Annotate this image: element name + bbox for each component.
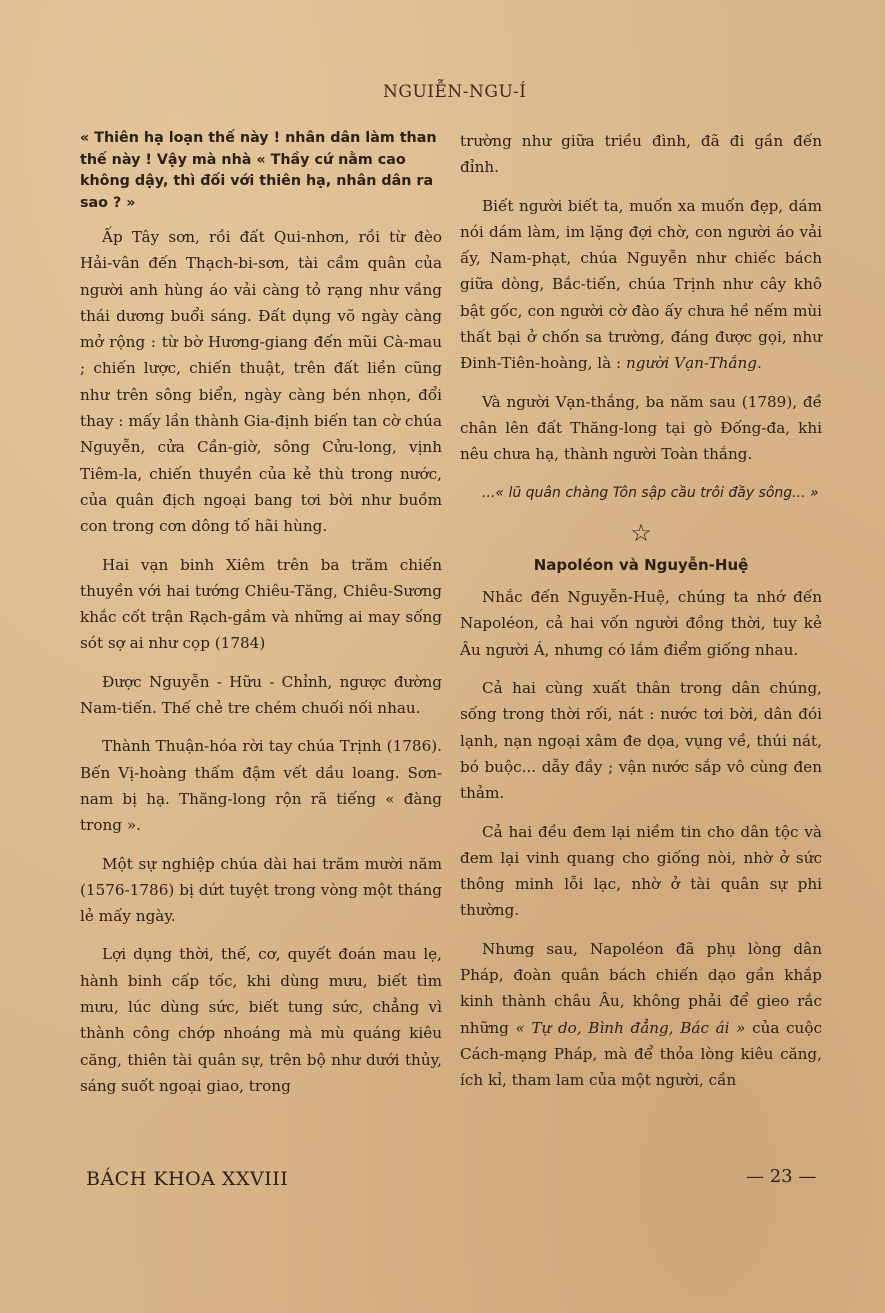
poem-quote: ...« lũ quân chàng Tôn sập cầu trôi đầy sông... » [482, 484, 819, 501]
paragraph: Được Nguyễn - Hữu - Chỉnh, ngược đường Nam-tiến. Thế chẻ tre chém chuối nối nhau. [80, 672, 442, 718]
page-header: NGUIỄN-NGU-Í [383, 82, 527, 102]
paragraph-text: của cuộc Cách-mạng Pháp, mà để thỏa lòng kiêu căng, ích kỉ, tham lam của một người, cần [460, 1018, 822, 1090]
paragraph: Nhắc đến Nguyễn-Huệ, chúng ta nhớ đến Napoléon, cả hai vốn người đồng thời, tuy kẻ Âu người Á, nhưng có lắm điểm giống nhau. [460, 588, 822, 659]
italic-phrase: « Tự do, Bình đẳng, Bác ái » [515, 1018, 746, 1037]
paragraph: Và người Vạn-thắng, ba năm sau (1789), đề chân lên đất Thăng-long tại gò Đống-đa, khi nêu chưa hạ, thành người Toàn thắng. [460, 392, 822, 464]
page-number: — 23 — [746, 1166, 817, 1187]
paragraph: Một sự nghiệp chúa dài hai trăm mười năm (1576-1786) bị dứt tuyệt trong vòng một tháng lẻ mấy ngày. [80, 854, 442, 926]
magazine-footer: BÁCH KHOA XXVIII [86, 1168, 289, 1190]
paragraph: Cả hai đều đem lại niềm tin cho dân tộc và đem lại vinh quang cho giống nòi, nhờ ở sức thông minh lỗi lạc, nhờ ở tài quân sự phi thường. [460, 822, 822, 920]
paragraph: Hai vạn binh Xiêm trên ba trăm chiến thuyền với hai tướng Chiêu-Tăng, Chiêu-Sương khắc cốt trận Rạch-gầm và những ai may sống sót sợ ai như cọp (1784) [80, 555, 442, 653]
left-column [80, 128, 442, 1111]
opening-quote: « Thiên hạ loạn thế này ! nhân dân làm than thế này ! Vậy mà nhà « Thầy cứ nằm cao không dậy, thì đối với thiên hạ, nhân dân ra sao ? » [80, 130, 437, 211]
paragraph: Thành Thuận-hóa rời tay chúa Trịnh (1786). Bến Vị-hoàng thấm đậm vết dầu loang. Sơn-nam bị hạ. Thăng-long rộn rã tiếng « đàng trong ». [80, 737, 442, 835]
right-column [460, 128, 822, 1106]
paragraph [460, 936, 822, 1094]
paragraph-text: Biết người biết ta, muốn xa muốn đẹp, dám nói dám làm, im lặng đợi chờ, con người áo vải ấy, Nam-phạt, chúa Nguyễn như chiếc bách giữa dòng, Bắc-tiến, chúa Trịnh như cây khô bật gốc, con người cờ đào ấy chưa hề nếm mùi thất bại ở chốn sa trường, đáng được gọi, như Đinh-Tiên-hoàng, là : [460, 196, 822, 373]
paragraph-text: Nhưng sau, Napoléon đã phụ lòng dân Pháp, đoàn quân bách chiến dạo gần khắp kinh thành châu Âu, không phải để gieo rắc những [460, 939, 822, 1037]
section-heading: Napoléon và Nguyễn-Huệ [533, 555, 749, 574]
paragraph: Lợi dụng thời, thế, cơ, quyết đoán mau lẹ, hành binh cấp tốc, khi dùng mưu, biết tìm mưu, lúc dùng sức, biết tung sức, chẳng vì thành công chớp nhoáng mà mù quáng kiêu căng, thiên tài quân sự, trên bộ như dưới thủy, sáng suốt ngoại giao, trong [80, 945, 442, 1095]
paragraph: Cả hai cùng xuất thân trong dân chúng, sống trong thời rối, nát : nước tơi bời, dân đói lạnh, nạn ngoại xâm đe dọa, vụng về, thúi nát, bó buộc... dẫy đầy ; vận nước sắp vô cùng đen thảm. [460, 679, 822, 803]
italic-phrase: người Vạn-Thắng. [625, 354, 762, 373]
paragraph: trường như giữa triều đình, đã đi gần đến đỉnh. [460, 132, 822, 177]
paragraph: Ấp Tây sơn, rồi đất Qui-nhơn, rồi từ đèo Hải-vân đến Thạch-bi-sơn, tài cầm quân của người anh hùng áo vải càng tỏ rạng như vầng thái dương buổi sáng. Đất dụng võ ngày càng mở rộng : từ bờ Hương-giang đến mũi Cà-mau ; chiến lược, chiến thuật, trên đất liền cũng như trên sông biển, ngày càng bén nhọn, đổi thay : mấy lần thành Gia-định biến tan cờ chúa Nguyễn, cửa Cần-giờ, sông Cửu-long, vịnh Tiêm-la, chiến thuyền của kẻ thù trong nước, của quân địch ngoại bang tơi bời như buồm con trong cơn dông tố hãi hùng. [80, 228, 442, 536]
star-icon: ☆ [630, 518, 652, 547]
paragraph [460, 193, 822, 377]
